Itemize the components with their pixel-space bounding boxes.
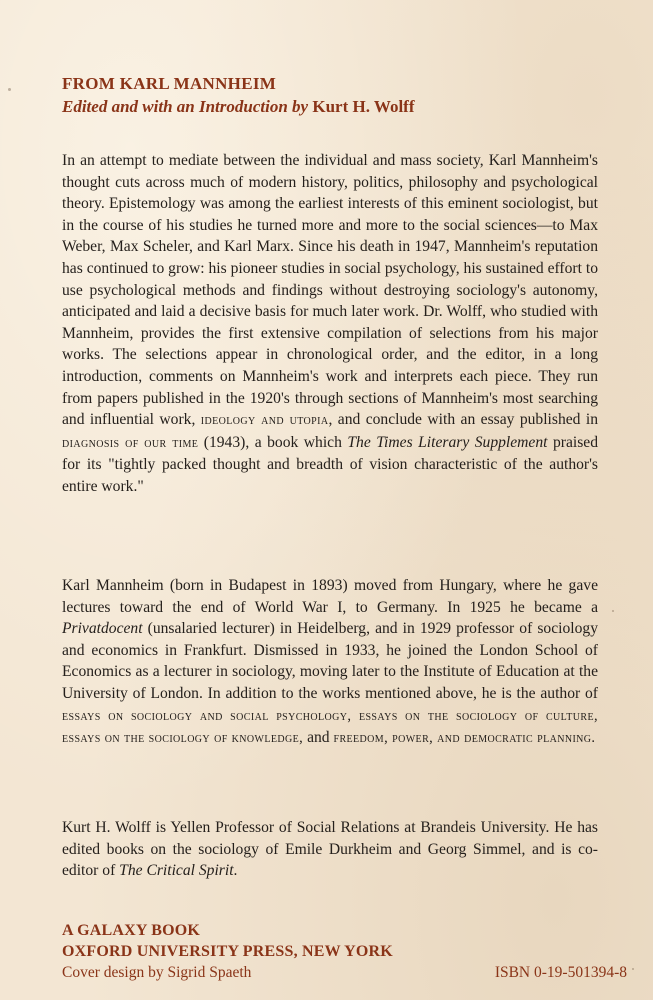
text-run: and	[303, 729, 334, 747]
publisher-footer	[62, 920, 627, 983]
text-run: Kurt H. Wolff is Yellen Professor of Social Relations at Brandeis University. He has edited books on the sociology of Emile Durkheim and Georg Simmel, and is co-editor of	[62, 819, 598, 880]
editor-bio-paragraph	[62, 817, 598, 882]
editor-line-italic: Edited and with an Introduction by	[62, 97, 309, 116]
paper-speck	[632, 968, 634, 970]
description-paragraph	[62, 150, 598, 498]
cover-design-credit: Cover design by Sigrid Spaeth	[62, 964, 252, 981]
term-privatdocent: Privatdocent	[62, 620, 143, 638]
publisher-name: OXFORD UNIVERSITY PRESS, NEW YORK	[62, 943, 393, 960]
book-titles-essays: essays on sociology and social psychology, essays on the sociology of culture, essays on the sociology of knowledge,	[62, 707, 598, 747]
text-run: , and conclude with an essay published in	[328, 411, 599, 429]
book-title-diagnosis-of-our-time: diagnosis of our time	[62, 434, 199, 451]
header	[62, 72, 622, 118]
text-run: (unsalaried lecturer) in Heidelberg, and in 1929 professor of sociology and economics in Frankfurt. Dismissed in 1933, he joined the London School of Economics as a lecturer in sociology, moving later to the Institute of Education at the University of London. In addition to the works mentioned above, he is the author of	[62, 620, 598, 702]
text-run: praised for its "tightly packed thought and breadth of vision characteristic of the author's entire work."	[62, 433, 598, 495]
text-run: Karl Mannheim (born in Budapest in 1893) moved from Hungary, where he gave lectures toward the end of World War I, to Germany. In 1925 he became a	[62, 577, 598, 616]
paper-speck	[612, 610, 614, 612]
text-run: .	[233, 862, 238, 880]
isbn: ISBN 0-19-501394-8	[494, 964, 627, 981]
text-run: In an attempt to mediate between the individual and mass society, Karl Mannheim's thought cuts across much of modern history, politics, philosophy and psychological theory. Epistemology was among the earliest interests of this eminent sociologist, but in the course of his studies he turned more and more to the social sciences—to Max Weber, Max Scheler, and Karl Marx. Since his death in 1947, Mannheim's reputation has continued to grow: his pioneer studies in social psychology, his sustained effort to use psychological methods and findings without destroying sociology's autonomy, anticipated and laid a decisive basis for much later work. Dr. Wolff, who studied with Mannheim, provides the first extensive compilation of selections from his major works. The selections appear in chronological order, and the editor, in a long introduction, comments on Mannheim's work and interprets each piece. They run from papers published in the 1920's through sections of Mannheim's most searching and influential work,	[62, 152, 598, 429]
editor-line	[62, 95, 622, 118]
text-run: (1943), a book which	[198, 433, 348, 451]
paper-speck	[8, 88, 11, 91]
author-bio-paragraph	[62, 575, 598, 750]
book-title: FROM KARL MANNHEIM	[62, 74, 277, 93]
book-title-critical-spirit: The Critical Spirit	[119, 862, 234, 880]
credits-line	[62, 962, 627, 983]
book-title-freedom-power: freedom, power, and democratic planning.	[333, 730, 596, 747]
editor-name: Kurt H. Wolff	[312, 97, 415, 116]
series-name: A GALAXY BOOK	[62, 922, 201, 939]
book-title-ideology-and-utopia: ideology and utopia	[200, 412, 329, 429]
publication-title: The Times Literary Supplement	[347, 433, 548, 451]
